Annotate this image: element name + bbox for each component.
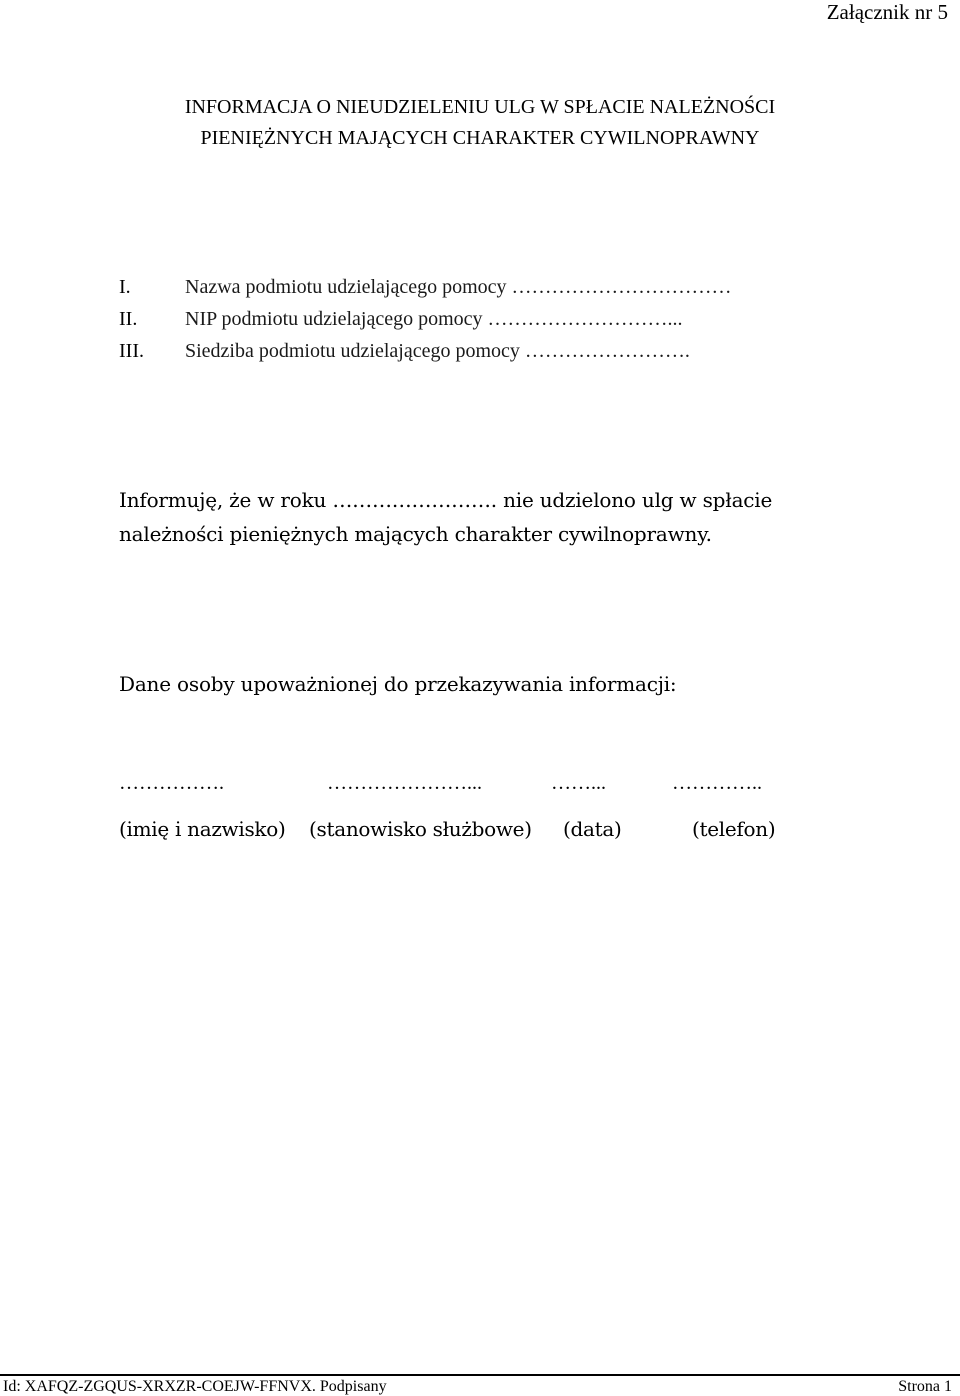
item-3-number: III. — [119, 340, 144, 362]
phone-dots: ………….. — [672, 772, 762, 794]
document-title-line-1: INFORMACJA O NIEUDZIELENIU ULG W SPŁACIE NALEŻNOŚCI — [184, 96, 776, 118]
position-dots: …………………... — [327, 772, 482, 794]
name-caption: (imię i nazwisko) — [119, 817, 286, 841]
statement-line-2: należności pieniężnych mających charakter cywilnoprawny. — [119, 522, 712, 546]
item-1-number: I. — [119, 276, 131, 298]
name-dots: ……………. — [119, 772, 224, 794]
position-caption: (stanowisko służbowe) — [309, 817, 532, 841]
annex-label: Załącznik nr 5 — [826, 0, 948, 24]
footer-page-number: Strona 1 — [898, 1378, 952, 1395]
footer-document-id: Id: XAFQZ-ZGQUS-XRXZR-COEJW-FFNVX. Podpisany — [3, 1378, 387, 1395]
phone-caption: (telefon) — [692, 817, 776, 841]
statement-line-1: Informuję, że w roku ……………………. nie udzielono ulg w spłacie — [119, 488, 773, 512]
date-dots: ……... — [551, 772, 606, 794]
item-1-text: Nazwa podmiotu udzielającego pomocy …………………………… — [185, 276, 732, 298]
footer-divider — [0, 1374, 960, 1376]
item-3-text: Siedziba podmiotu udzielającego pomocy ……………………. — [185, 340, 690, 362]
item-2-number: II. — [119, 308, 138, 330]
item-2-text: NIP podmiotu udzielającego pomocy ………………………... — [185, 308, 683, 330]
document-title-line-2: PIENIĘŻNYCH MAJĄCYCH CHARAKTER CYWILNOPRAWNY — [200, 127, 760, 149]
authorized-person-heading: Dane osoby upoważnionej do przekazywania informacji: — [119, 672, 677, 696]
date-caption: (data) — [563, 817, 622, 841]
